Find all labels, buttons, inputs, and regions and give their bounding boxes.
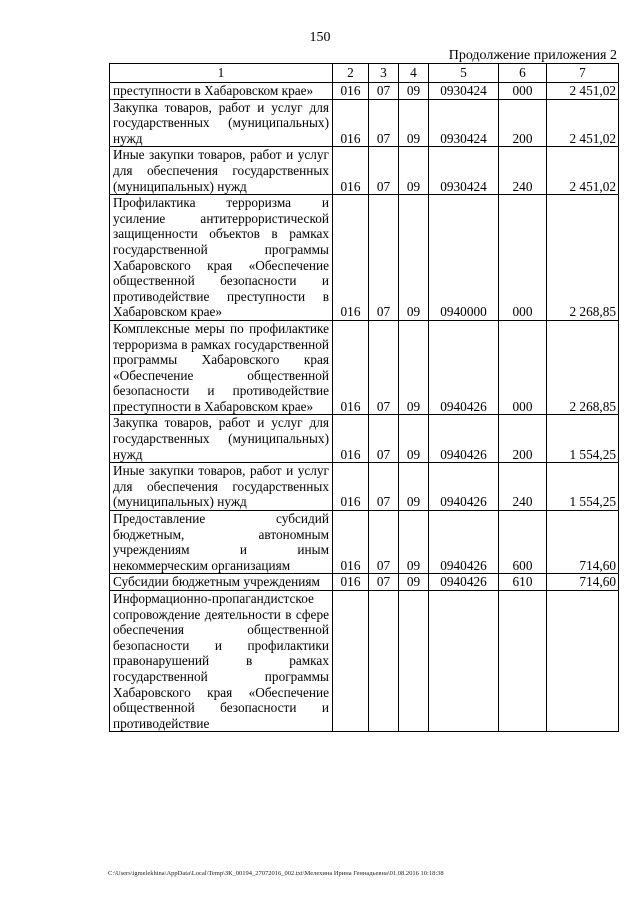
code-section bbox=[369, 591, 399, 732]
code-section: 07 bbox=[369, 463, 399, 511]
table-row bbox=[110, 195, 619, 321]
code-target bbox=[429, 591, 499, 732]
code-target: 0930424 bbox=[429, 147, 499, 195]
amount: 2 268,85 bbox=[547, 195, 619, 321]
code-ministry: 016 bbox=[333, 195, 369, 321]
table-row bbox=[110, 591, 619, 732]
code-subsection: 09 bbox=[399, 415, 429, 463]
code-ministry: 016 bbox=[333, 415, 369, 463]
code-subsection: 09 bbox=[399, 463, 429, 511]
code-expense-type: 600 bbox=[499, 511, 547, 574]
amount bbox=[547, 591, 619, 732]
code-ministry: 016 bbox=[333, 574, 369, 591]
row-name: Профилактика терроризма и усиление антитеррористической защищенности объектов в рамках государственной программы Хабаровского края «Обеспечение общественной безопасности и противодействие преступности в Хабаровском крае» bbox=[110, 195, 333, 321]
code-subsection: 09 bbox=[399, 511, 429, 574]
code-target: 0930424 bbox=[429, 83, 499, 100]
row-name: Закупка товаров, работ и услуг для государственных (муниципальных) нужд bbox=[110, 99, 333, 147]
table-row bbox=[110, 320, 619, 415]
code-expense-type: 000 bbox=[499, 195, 547, 321]
table-row bbox=[110, 574, 619, 591]
code-expense-type bbox=[499, 591, 547, 732]
row-name: Иные закупки товаров, работ и услуг для обеспечения государственных (муниципальных) нужд bbox=[110, 147, 333, 195]
header-cell: 2 bbox=[333, 64, 369, 83]
code-section: 07 bbox=[369, 83, 399, 100]
table-row bbox=[110, 511, 619, 574]
code-subsection: 09 bbox=[399, 574, 429, 591]
table-row bbox=[110, 463, 619, 511]
amount: 2 451,02 bbox=[547, 147, 619, 195]
code-section: 07 bbox=[369, 511, 399, 574]
code-target: 0940426 bbox=[429, 511, 499, 574]
amount: 714,60 bbox=[547, 574, 619, 591]
table-row bbox=[110, 415, 619, 463]
row-name: Предоставление субсидий бюджетным, автономным учреждениям и иным некоммерческим организациям bbox=[110, 511, 333, 574]
header-cell: 1 bbox=[110, 64, 333, 83]
table-row bbox=[110, 147, 619, 195]
code-subsection: 09 bbox=[399, 99, 429, 147]
code-subsection bbox=[399, 591, 429, 732]
code-section: 07 bbox=[369, 320, 399, 415]
row-name: Иные закупки товаров, работ и услуг для обеспечения государственных (муниципальных) нужд bbox=[110, 463, 333, 511]
code-target: 0940426 bbox=[429, 415, 499, 463]
amount: 2 268,85 bbox=[547, 320, 619, 415]
code-section: 07 bbox=[369, 99, 399, 147]
code-ministry: 016 bbox=[333, 83, 369, 100]
row-name: Субсидии бюджетным учреждениям bbox=[110, 574, 333, 591]
table-row bbox=[110, 99, 619, 147]
amount: 2 451,02 bbox=[547, 99, 619, 147]
header-cell: 7 bbox=[547, 64, 619, 83]
code-target: 0930424 bbox=[429, 99, 499, 147]
code-expense-type: 610 bbox=[499, 574, 547, 591]
code-section: 07 bbox=[369, 574, 399, 591]
code-ministry: 016 bbox=[333, 147, 369, 195]
file-path-footer: C:\Users\igmelekhina\AppData\Local\Temp\ЗК_00194_27072016_002.txt\Мелехина Ирина Геннадьевна\01.08.2016 10:18:38 bbox=[108, 870, 444, 877]
code-subsection: 09 bbox=[399, 195, 429, 321]
header-row bbox=[110, 64, 619, 83]
row-name: Информационно-пропагандистское сопровождение деятельности в сфере обеспечения общественной безопасности и профилактики правонарушений в рамках государственной программы Хабаровского края «Обеспечение общественной безопасности и противодействие bbox=[110, 591, 333, 732]
header-cell: 3 bbox=[369, 64, 399, 83]
code-expense-type: 000 bbox=[499, 83, 547, 100]
code-expense-type: 000 bbox=[499, 320, 547, 415]
code-ministry bbox=[333, 591, 369, 732]
code-target: 0940426 bbox=[429, 574, 499, 591]
code-subsection: 09 bbox=[399, 320, 429, 415]
code-ministry: 016 bbox=[333, 511, 369, 574]
amount: 2 451,02 bbox=[547, 83, 619, 100]
code-section: 07 bbox=[369, 195, 399, 321]
code-ministry: 016 bbox=[333, 320, 369, 415]
code-target: 0940000 bbox=[429, 195, 499, 321]
code-ministry: 016 bbox=[333, 463, 369, 511]
row-name: Комплексные меры по профилактике терроризма в рамках государственной программы Хабаровского края «Обеспечение общественной безопасности и противодействие преступности в Хабаровском крае» bbox=[110, 320, 333, 415]
continuation-label: Продолжение приложения 2 bbox=[448, 48, 617, 63]
code-section: 07 bbox=[369, 415, 399, 463]
budget-table bbox=[109, 63, 619, 732]
header-cell: 4 bbox=[399, 64, 429, 83]
code-target: 0940426 bbox=[429, 320, 499, 415]
code-section: 07 bbox=[369, 147, 399, 195]
row-name: Закупка товаров, работ и услуг для государственных (муниципальных) нужд bbox=[110, 415, 333, 463]
code-expense-type: 200 bbox=[499, 415, 547, 463]
row-name: преступности в Хабаровском крае» bbox=[110, 83, 333, 100]
code-expense-type: 240 bbox=[499, 463, 547, 511]
header-cell: 5 bbox=[429, 64, 499, 83]
amount: 1 554,25 bbox=[547, 463, 619, 511]
amount: 1 554,25 bbox=[547, 415, 619, 463]
page-number: 150 bbox=[309, 30, 331, 45]
code-ministry: 016 bbox=[333, 99, 369, 147]
table-row bbox=[110, 83, 619, 100]
amount: 714,60 bbox=[547, 511, 619, 574]
header-cell: 6 bbox=[499, 64, 547, 83]
code-subsection: 09 bbox=[399, 83, 429, 100]
code-subsection: 09 bbox=[399, 147, 429, 195]
code-target: 0940426 bbox=[429, 463, 499, 511]
code-expense-type: 240 bbox=[499, 147, 547, 195]
code-expense-type: 200 bbox=[499, 99, 547, 147]
